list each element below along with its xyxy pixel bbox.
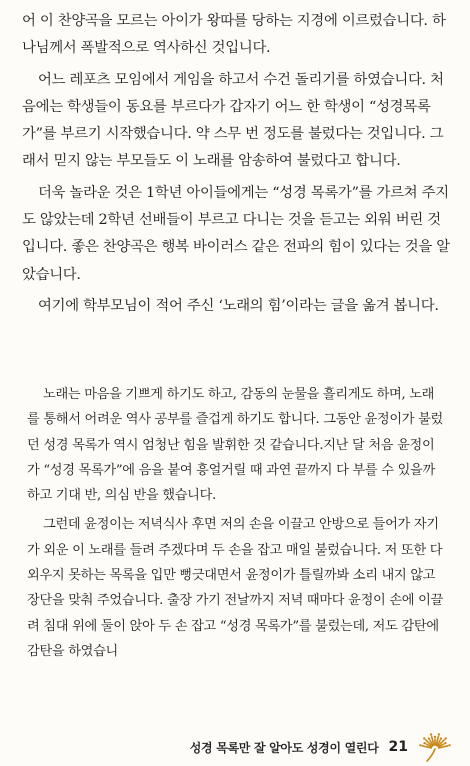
quote-paragraph-1: 노래는 마음을 기쁘게 하기도 하고, 감동의 눈물을 흘리게도 하며, 노래를 통해서 어려운 역사 공부를 즐겁게 하기도 합니다. 그동안 윤정이가 불렀던 성경 목록가 역시 엄청난 힘을 발휘한 것 같습니다.지난 달 처음 윤정이가 “성경 목록가”에 음을 붙여 흥얼거릴 때 과연 끝까지 다 부를 수 있을까 하고 기대 반, 의심 반을 했습니다. (27, 387, 443, 504)
ornament-dot (444, 742, 446, 744)
paragraph-1: 어 이 찬양곡을 모르는 아이가 왕따를 당하는 지경에 이르렀습니다. 하나님께서 폭발적으로 역사하신 것입니다. (22, 13, 446, 57)
ornament-dot (445, 737, 447, 739)
ornament-dot (430, 733, 432, 735)
ornament-dot (419, 744, 421, 746)
page-number: 21 (388, 739, 408, 755)
page-footer (190, 730, 452, 764)
ornament-dot (448, 744, 450, 746)
paragraph-4: 여기에 학부모님이 적어 주신 ‘노래의 힘’이라는 글을 옮겨 봅니다. (38, 297, 439, 314)
ornament-dot (423, 742, 425, 744)
ornament-dot (440, 737, 442, 739)
ornament-dot (438, 733, 440, 735)
ornament-dot (423, 737, 425, 739)
quote-paragraph-2: 그런데 윤정이는 저녁식사 후면 저의 손을 이끌고 안방으로 들어가 자기가 외운 이 노래를 들려 주겠다며 두 손을 잡고 매일 불렀습니다. 저 또한 다 외우지 못하는 목록을 입만 뻥긋대면서 윤정이가 틀릴까봐 소리 내지 않고 장단을 맞춰 주었습니다. 출장 가기 전날까지 저녁 때마다 윤정이 손에 이끌려 침대 위에 둘이 앉아 두 손 잡고 “성경 목록가”를 불렀는데, 저도 감탄에 감탄을 하였습니 (27, 517, 443, 659)
quoted-letter (27, 382, 445, 668)
paragraph-2: 어느 레포츠 모임에서 게임을 하고서 수건 돌리기를 하였습니다. 처음에는 학생들이 동요를 부르다가 갑자기 어느 한 학생이 “성경목록가”를 부르기 시작했습니다. 약 스무 번 정도를 불렀다는 것입니다. 그래서 믿지 않는 부모들도 이 노래를 암송하여 불렀다고 합니다. (22, 71, 444, 170)
ornament-stem (427, 749, 435, 761)
flower-ornament-icon (418, 730, 452, 764)
running-title: 성경 목록만 잘 알아도 성경이 열린다 (189, 740, 379, 755)
paragraph-3: 더욱 놀라운 것은 1학년 아이들에게는 “성경 목록가”를 가르쳐 주지도 않았는데 2학년 선배들이 부르고 다니는 것을 듣고는 외워 버린 것입니다. 좋은 찬양곡은 행복 바이러스 같은 전파의 힘이 있다는 것을 알았습니다. (22, 184, 450, 283)
ornament-dot (428, 737, 430, 739)
ornament-dot (434, 736, 436, 738)
body-text (22, 8, 450, 324)
